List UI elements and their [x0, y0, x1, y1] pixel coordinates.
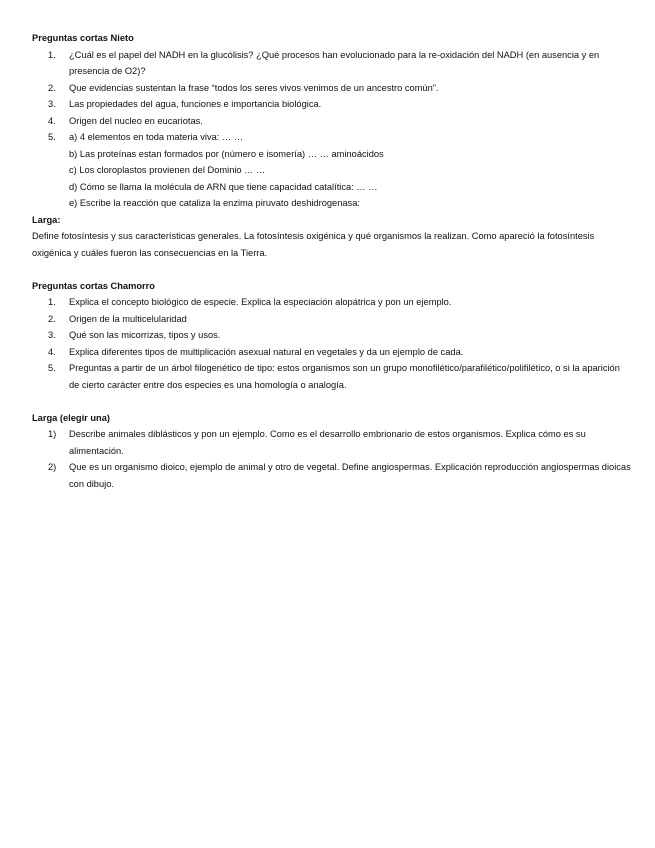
item-text: Qué son las micorrizas, tipos y usos.	[69, 330, 221, 340]
item-number: 2.	[48, 82, 56, 93]
list-item	[32, 311, 631, 328]
list-item	[32, 294, 631, 311]
item-text: ¿Cuál es el papel del NADH en la glucólisis? ¿Qué procesos han evolucionado para la re-oxidación del NADH (en ausencia y en presencia de O2)?	[69, 49, 600, 76]
spacer	[32, 393, 631, 410]
item-number: 4.	[48, 115, 56, 126]
item-number: 5.	[48, 132, 56, 142]
item-number: 1.	[48, 49, 56, 60]
item-number: 5.	[48, 363, 56, 373]
list-item	[32, 113, 631, 130]
sub-item-d: d) Cómo se llama la molécula de ARN que tiene capacidad catalítica: … …	[69, 181, 378, 192]
item-number: 4.	[48, 346, 56, 357]
item-text: Las propiedades del agua, funciones e importancia biológica.	[69, 99, 322, 109]
chamorro-question-list	[32, 294, 631, 393]
list-item	[32, 360, 631, 393]
sub-item-c: c) Los cloroplastos provienen del Dominio … …	[69, 165, 266, 175]
list-item	[32, 344, 631, 361]
item-text: Explica diferentes tipos de multiplicación asexual natural en vegetales y da un ejemplo de cada.	[69, 346, 464, 357]
item-text: Origen del nucleo en eucariotas.	[69, 115, 203, 126]
item-text: Preguntas a partir de un árbol filogenético de tipo: estos organismos son un grupo monofilético/parafilético/polifilético, o si la aparición de cierto carácter entre dos especies es una homología o analogía.	[69, 363, 620, 390]
item-number: 2.	[48, 313, 56, 324]
item-text: Que evidencias sustentan la frase “todos los seres vivos venimos de un ancestro común”.	[69, 82, 439, 93]
nieto-question-list	[32, 47, 631, 212]
list-item	[32, 327, 631, 344]
item-text: Origen de la multicelularidad	[69, 313, 187, 324]
item-number: 1.	[48, 297, 56, 307]
item-number: 2)	[48, 462, 57, 472]
chamorro-long-list	[32, 426, 631, 492]
spacer	[32, 261, 631, 278]
section-chamorro	[32, 278, 631, 493]
sub-item-e: e) Escribe la reacción que cataliza la enzima piruvato deshidrogenasa:	[69, 198, 360, 208]
long-heading-chamorro: Larga (elegir una)	[32, 412, 111, 423]
item-text: Explica el concepto biológico de especie. Explica la especiación alopátrica y pon un ejemplo.	[69, 297, 452, 307]
section-nieto	[32, 30, 631, 261]
item-number: 3.	[48, 330, 56, 340]
item-number: 1)	[48, 429, 57, 439]
item-number: 3.	[48, 99, 56, 109]
sub-item-b: b) Las proteínas estan formados por (número e isomería) … … aminoácidos	[69, 148, 384, 159]
long-question-nieto: Define fotosíntesis y sus características generales. La fotosíntesis oxigénica y qué organismos la realizan. Como apareció la fotosíntesis oxigénica y cuáles fueron las consecuencias en la Tierra.	[32, 231, 595, 258]
item-text: Describe animales diblásticos y pon un ejemplo. Como es el desarrollo embrionario de estos organismos. Explica cómo es su alimentación.	[69, 429, 586, 456]
section-heading-chamorro: Preguntas cortas Chamorro	[32, 280, 155, 291]
list-item	[32, 129, 631, 212]
list-item	[32, 96, 631, 113]
list-item	[32, 80, 631, 97]
list-item	[32, 459, 631, 492]
item-text: Que es un organismo dioico, ejemplo de animal y otro de vegetal. Define angiospermas. Explicación reproducción angiospermas dioicas con dibujo.	[69, 462, 631, 489]
section-heading-nieto: Preguntas cortas Nieto	[32, 33, 134, 43]
long-heading-nieto: Larga:	[32, 214, 61, 225]
sub-item-a: a) 4 elementos en toda materia viva: … …	[69, 132, 244, 142]
list-item	[32, 426, 631, 459]
list-item	[32, 47, 631, 80]
